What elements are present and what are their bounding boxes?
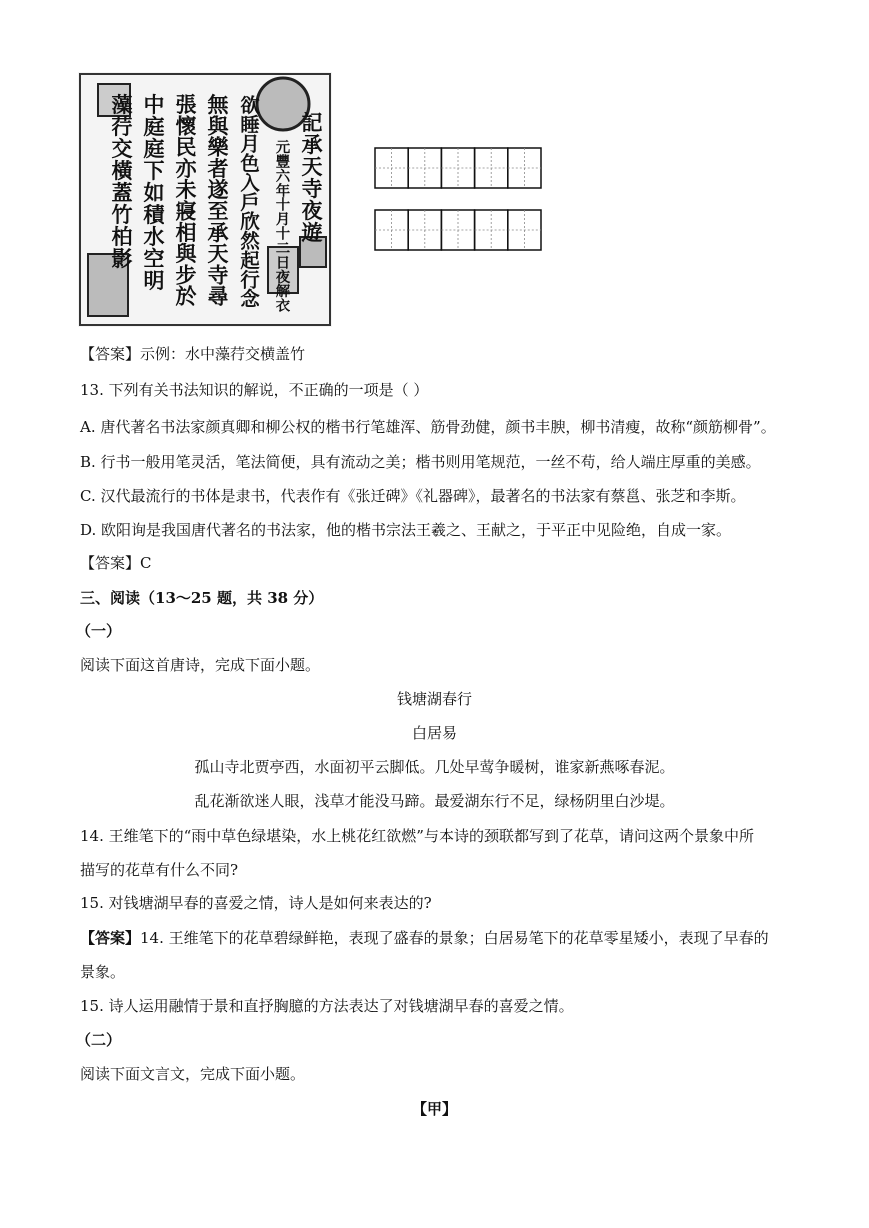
calligraphy-glyph: 積	[143, 202, 165, 227]
calligraphy-glyph: 念	[240, 287, 260, 311]
calligraphy-glyph: 庭	[143, 136, 165, 161]
calligraphy-glyph: 夜	[301, 198, 323, 223]
part-2-label: （二）	[76, 1031, 122, 1049]
question-13-option-b: B. 行书一般用笔灵活，笔法简便，具有流动之美；楷书则用笔规范，一丝不苟，给人端庄厚重的美感。	[80, 453, 761, 471]
calligraphy-glyph: 如	[143, 180, 165, 205]
answer-12: 【答案】示例：水中藻荇交横盖竹	[80, 345, 306, 363]
calligraphy-glyph: 天	[207, 241, 229, 267]
calligraphy-glyph: 竹	[111, 202, 133, 227]
calligraphy-glyph: 月	[240, 132, 260, 156]
calligraphy-glyph: 者	[207, 155, 229, 181]
calligraphy-glyph: 十	[275, 196, 291, 214]
calligraphy-glyph: 未	[175, 177, 197, 203]
calligraphy-glyph: 記	[301, 110, 323, 135]
calligraphy-glyph: 遂	[207, 177, 229, 203]
calligraphy-glyph: 寺	[301, 176, 323, 201]
calligraphy-glyph: 柏	[111, 224, 133, 249]
calligraphy-glyph: 天	[301, 154, 323, 179]
answer-14-line-2: 景象。	[80, 963, 126, 981]
calligraphy-glyph: 行	[240, 268, 260, 292]
writing-grid-2[interactable]	[374, 209, 542, 251]
calligraphy-glyph: 月	[275, 211, 291, 229]
calligraphy-glyph: 尋	[207, 283, 229, 309]
calligraphy-glyph: 懷	[175, 113, 197, 139]
calligraphy-glyph: 明	[143, 268, 165, 293]
calligraphy-glyph: 與	[175, 241, 197, 267]
calligraphy-glyph: 空	[143, 246, 165, 271]
writing-grid-1[interactable]	[374, 147, 542, 189]
calligraphy-glyph: 下	[143, 158, 165, 183]
calligraphy-glyph: 蓋	[111, 180, 133, 205]
question-14-line-2: 描写的花草有什么不同?	[80, 861, 239, 879]
calligraphy-glyph: 欲	[240, 94, 260, 117]
calligraphy-glyph: 張	[175, 92, 197, 117]
calligraphy-rubbing-image	[78, 72, 332, 327]
calligraphy-glyph: 色	[240, 152, 260, 176]
calligraphy-glyph: 承	[301, 132, 323, 157]
answer-15: 15. 诗人运用融情于景和直抒胸臆的方法表达了对钱塘湖早春的喜爱之情。	[80, 997, 574, 1015]
calligraphy-glyph: 欣	[240, 210, 260, 234]
calligraphy-glyph: 然	[240, 229, 260, 253]
calligraphy-glyph: 豐	[275, 153, 291, 171]
calligraphy-glyph: 承	[207, 219, 229, 245]
calligraphy-glyph: 橫	[111, 158, 133, 183]
calligraphy-glyph: 至	[207, 198, 229, 224]
poem-title: 钱塘湖春行	[396, 690, 472, 708]
answer-13: 【答案】C	[80, 554, 152, 572]
calligraphy-glyph: 年	[275, 182, 291, 200]
question-15: 15. 对钱塘湖早春的喜爱之情，诗人是如何来表达的?	[80, 894, 432, 912]
calligraphy-glyph: 夜	[275, 268, 291, 286]
calligraphy-glyph: 戶	[240, 190, 260, 214]
calligraphy-glyph: 日	[275, 254, 291, 272]
calligraphy-glyph: 寺	[207, 262, 229, 288]
calligraphy-glyph: 於	[175, 283, 197, 309]
calligraphy-glyph: 藻	[111, 92, 133, 117]
calligraphy-glyph: 入	[240, 171, 260, 195]
calligraphy-glyph: 睡	[240, 113, 260, 137]
calligraphy-glyph: 庭	[143, 114, 165, 139]
calligraphy-glyph: 步	[175, 262, 197, 288]
calligraphy-glyph: 相	[175, 219, 197, 245]
calligraphy-glyph: 元	[275, 139, 291, 156]
instruction-2: 阅读下面文言文，完成下面小题。	[80, 1065, 306, 1083]
calligraphy-glyph: 中	[143, 92, 165, 117]
calligraphy-glyph: 寢	[175, 198, 197, 224]
answer-14-line-1	[80, 928, 769, 948]
part-1-label: （一）	[76, 622, 122, 640]
calligraphy-glyph: 水	[143, 224, 165, 249]
question-13-option-c: C. 汉代最流行的书体是隶书，代表作有《张迁碑》《礼器碑》，最著名的书法家有蔡邕、张芝和李斯。	[80, 487, 746, 505]
jia-label: 【甲】	[411, 1100, 457, 1118]
calligraphy-glyph: 遊	[301, 220, 323, 245]
calligraphy-glyph: 無	[207, 92, 229, 117]
question-13-option-d: D. 欧阳询是我国唐代著名的书法家，他的楷书宗法王羲之、王献之，于平正中见险绝，自成一家。	[80, 521, 732, 539]
calligraphy-glyph: 亦	[175, 155, 197, 181]
calligraphy-glyph: 民	[175, 134, 197, 160]
question-14-line-1: 14. 王维笔下的“雨中草色绿堪染，水上桃花红欲燃”与本诗的颈联都写到了花草，请问这两个景象中所	[80, 827, 754, 845]
answer-14-text: 14. 王维笔下的花草碧绿鲜艳，表现了盛春的景象；白居易笔下的花草零星矮小，表现了早春的	[140, 929, 769, 947]
calligraphy-glyph: 六	[275, 167, 291, 185]
poem-line-1: 孤山寺北贾亭西，水面初平云脚低。几处早莺争暖树，谁家新燕啄春泥。	[194, 758, 675, 776]
answer-label: 【答案】	[80, 929, 141, 947]
poem-line-2: 乱花渐欲迷人眼，浅草才能没马蹄。最爱湖东行不足，绿杨阴里白沙堤。	[194, 792, 675, 810]
calligraphy-glyph: 影	[111, 246, 133, 271]
calligraphy-glyph: 十	[275, 225, 291, 243]
calligraphy-glyph: 起	[240, 248, 260, 272]
section-heading: 三、阅读（13～25 题，共 38 分）	[80, 589, 324, 607]
calligraphy-glyph: 二	[275, 239, 291, 257]
poem-author: 白居易	[411, 724, 457, 742]
calligraphy-glyph: 交	[111, 136, 133, 161]
calligraphy-glyph: 衣	[275, 297, 291, 315]
calligraphy-glyph: 樂	[207, 134, 229, 160]
question-13-stem: 13. 下列有关书法知识的解说，不正确的一项是（ ）	[80, 381, 429, 399]
question-13-option-a: A. 唐代著名书法家颜真卿和柳公权的楷书行笔雄浑、筋骨劲健，颜书丰腴，柳书清瘦，故称“颜筋柳骨”。	[80, 418, 776, 436]
instruction-1: 阅读下面这首唐诗，完成下面小题。	[80, 656, 321, 674]
calligraphy-glyph: 解	[275, 283, 291, 301]
calligraphy-glyph: 荇	[111, 114, 133, 139]
calligraphy-glyph: 與	[207, 113, 229, 139]
